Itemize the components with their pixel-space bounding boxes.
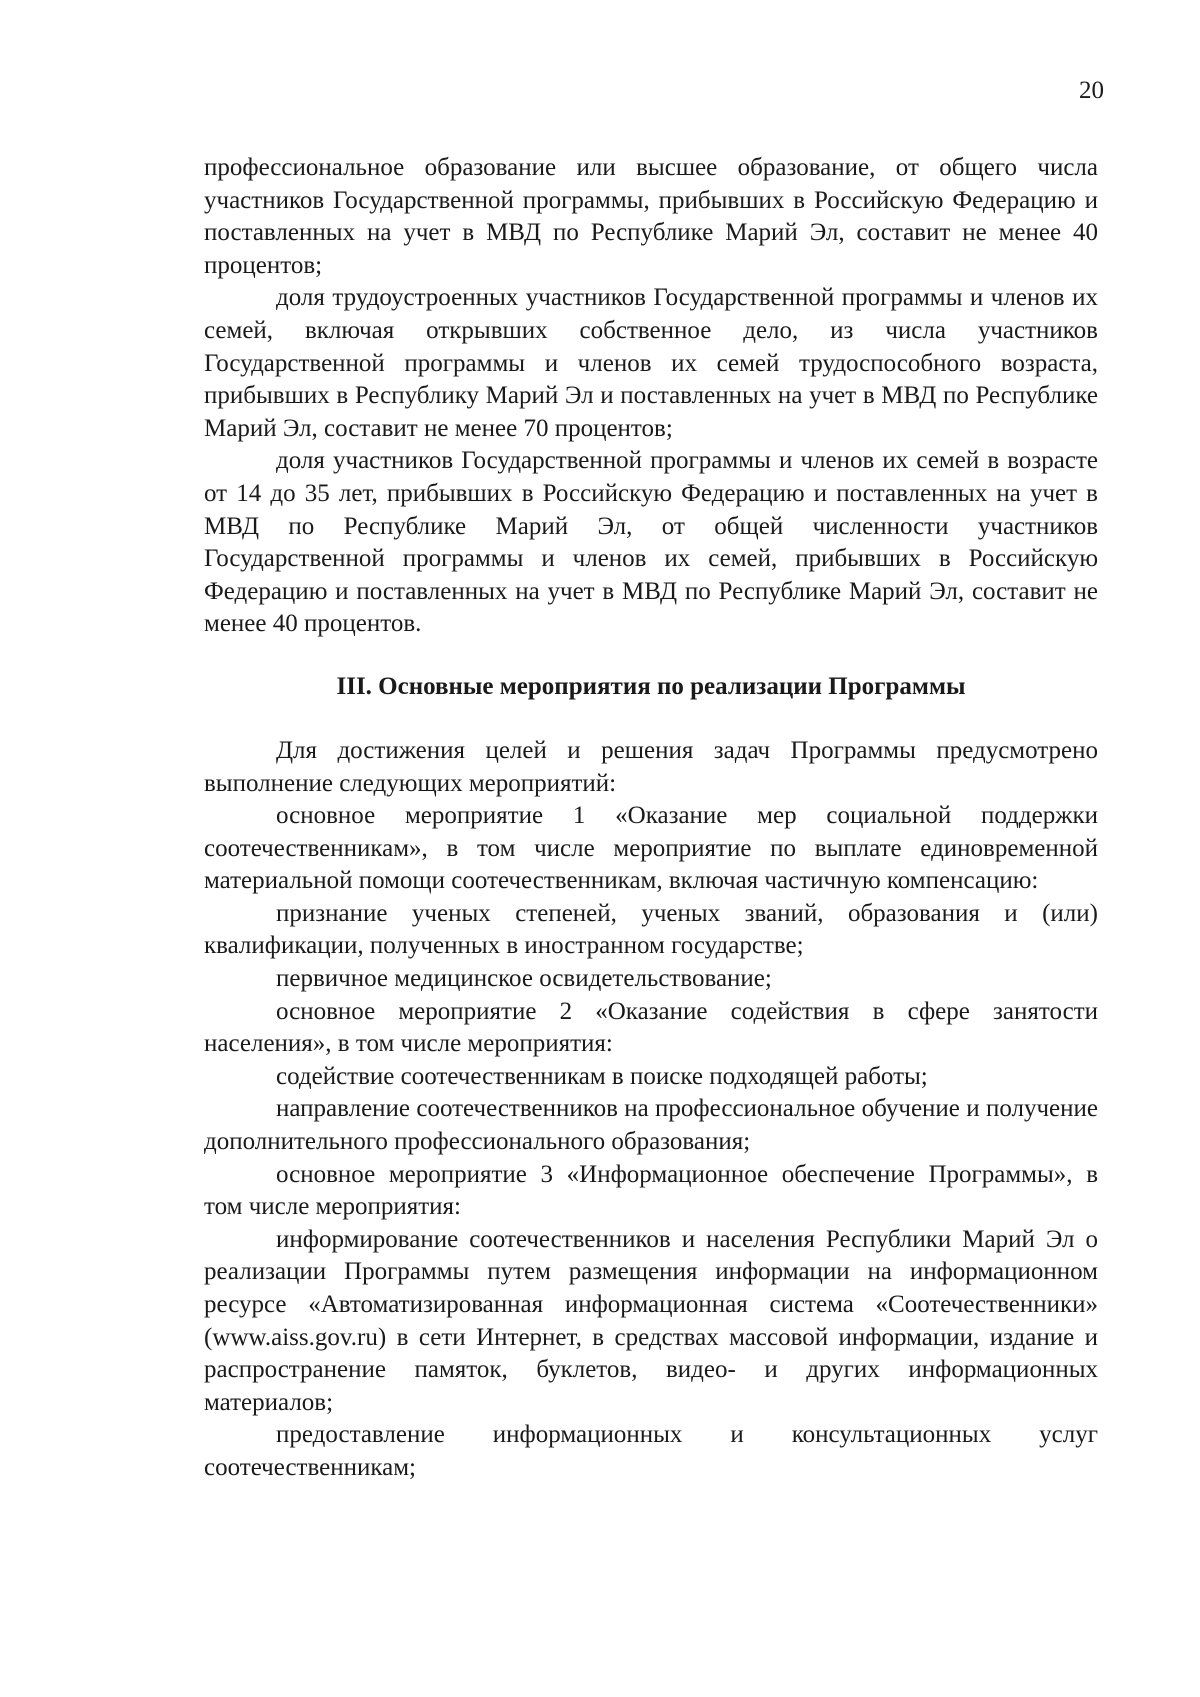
paragraph: доля участников Государственной программы и членов их семей в возрасте от 14 до 35 лет, прибывших в Российскую Федерацию и поставленных на учет в МВД по Республике Марий Эл, от общей численности участников Государственной программы и членов их семей, прибывших в Российскую Федерацию и поставленных на учет в МВД по Республике Марий Эл, составит не менее 40 процентов. bbox=[204, 447, 1098, 638]
paragraph: признание ученых степеней, ученых званий, образования и (или) квалификации, полученных в иностранном государстве; bbox=[204, 899, 1098, 960]
paragraph: информирование соотечественников и населения Республики Марий Эл о реализации Программы путем размещения информации на информационном ресурсе «Автоматизированная информационная система «Соотечественники» (www.aiss.gov.ru) в сети Интернет, в средствах массовой информации, издание и распространение памяток, буклетов, видео- и других информационных материалов; bbox=[204, 1225, 1098, 1416]
paragraph: предоставление информационных и консультационных услуг соотечественникам; bbox=[204, 1421, 1098, 1481]
paragraph: доля трудоустроенных участников Государственной программы и членов их семей, включая открывших собственное дело, из числа участников Государственной программы и членов их семей трудоспособного возраста, прибывших в Республику Марий Эл и поставленных на учет в МВД по Республике Марий Эл, составит не менее 70 процентов; bbox=[204, 284, 1098, 442]
paragraph: основное мероприятие 2 «Оказание содействия в сфере занятости населения», в том числе мероприятия: bbox=[204, 997, 1098, 1058]
document-body bbox=[204, 152, 1098, 1485]
paragraph: основное мероприятие 1 «Оказание мер социальной поддержки соотечественникам», в том числе мероприятие по выплате единовременной материальной помощи соотечественникам, включая частичную компенсацию: bbox=[204, 802, 1098, 895]
section-heading: III. Основные мероприятия по реализации Программы bbox=[336, 672, 966, 700]
paragraph: Для достижения целей и решения задач Программы предусмотрено выполнение следующих мероприятий: bbox=[204, 736, 1098, 797]
paragraph-continuation: профессиональное образование или высшее образование, от общего числа участников Государственной программы, прибывших в Российскую Федерацию и поставленных на учет в МВД по Республике Марий Эл, составит не менее 40 процентов; bbox=[204, 154, 1098, 279]
paragraph: основное мероприятие 3 «Информационное обеспечение Программы», в том числе мероприятия: bbox=[204, 1160, 1098, 1221]
paragraph: первичное медицинское освидетельствование; bbox=[276, 965, 772, 993]
paragraph: направление соотечественников на профессиональное обучение и получение дополнительного профессионального образования; bbox=[204, 1095, 1098, 1156]
page-number: 20 bbox=[1079, 77, 1104, 104]
paragraph: содействие соотечественникам в поиске подходящей работы; bbox=[276, 1062, 928, 1090]
